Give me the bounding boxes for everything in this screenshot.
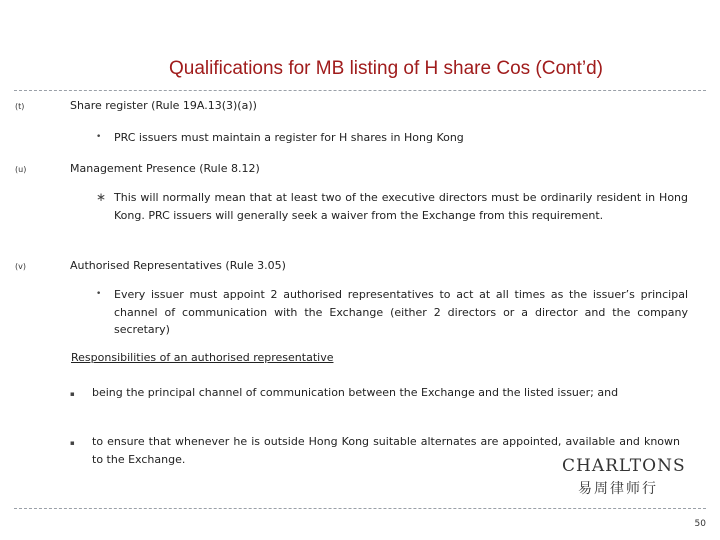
bullet-icon: • xyxy=(96,132,102,142)
title-divider xyxy=(14,90,706,91)
section-t-bullet xyxy=(96,129,688,147)
logo-name-zh: 易周律师行 xyxy=(578,481,658,497)
responsibilities-heading: Responsibilities of an authorised representative xyxy=(71,351,334,364)
responsibility-item-text: being the principal channel of communication between the Exchange and the listed issuer; and xyxy=(92,386,619,399)
square-bullet-icon: ▪ xyxy=(70,439,75,447)
responsibility-item xyxy=(70,384,680,402)
footer-divider xyxy=(14,508,706,509)
section-u-heading: Management Presence (Rule 8.12) xyxy=(70,162,260,175)
section-t-heading: Share register (Rule 19A.13(3)(a)) xyxy=(70,99,257,112)
section-v-bullet-text: Every issuer must appoint 2 authorised representatives to act at all times as the issuer’s principal channel of communication with the Exchange (either 2 directors or a director and the company secretary) xyxy=(114,288,688,336)
section-u-bullet-text: This will normally mean that at least two of the executive directors must be ordinarily resident in Hong Kong. PRC issuers will generally seek a waiver from the Exchange from this requirement. xyxy=(114,191,688,222)
section-t-label: (t) xyxy=(15,102,25,111)
section-t-bullet-text: PRC issuers must maintain a register for H shares in Hong Kong xyxy=(114,131,464,144)
section-u-label: (u) xyxy=(15,165,27,174)
section-v-bullet xyxy=(96,286,688,339)
responsibility-item-text: to ensure that whenever he is outside Hong Kong suitable alternates are appointed, available and known to the Exchange. xyxy=(92,435,680,466)
section-v-heading: Authorised Representatives (Rule 3.05) xyxy=(70,259,286,272)
charltons-logo xyxy=(548,452,684,500)
section-u-bullet xyxy=(96,189,688,224)
section-v-label: (v) xyxy=(15,262,26,271)
asterisk-icon: ∗ xyxy=(96,190,107,204)
square-bullet-icon: ▪ xyxy=(70,390,75,398)
slide-title: Qualifications for MB listing of H share Cos (Cont’d) xyxy=(169,58,603,79)
bullet-icon: • xyxy=(96,289,102,299)
logo-name-en: CHARLTONS xyxy=(562,456,686,476)
page-number: 50 xyxy=(694,519,706,529)
